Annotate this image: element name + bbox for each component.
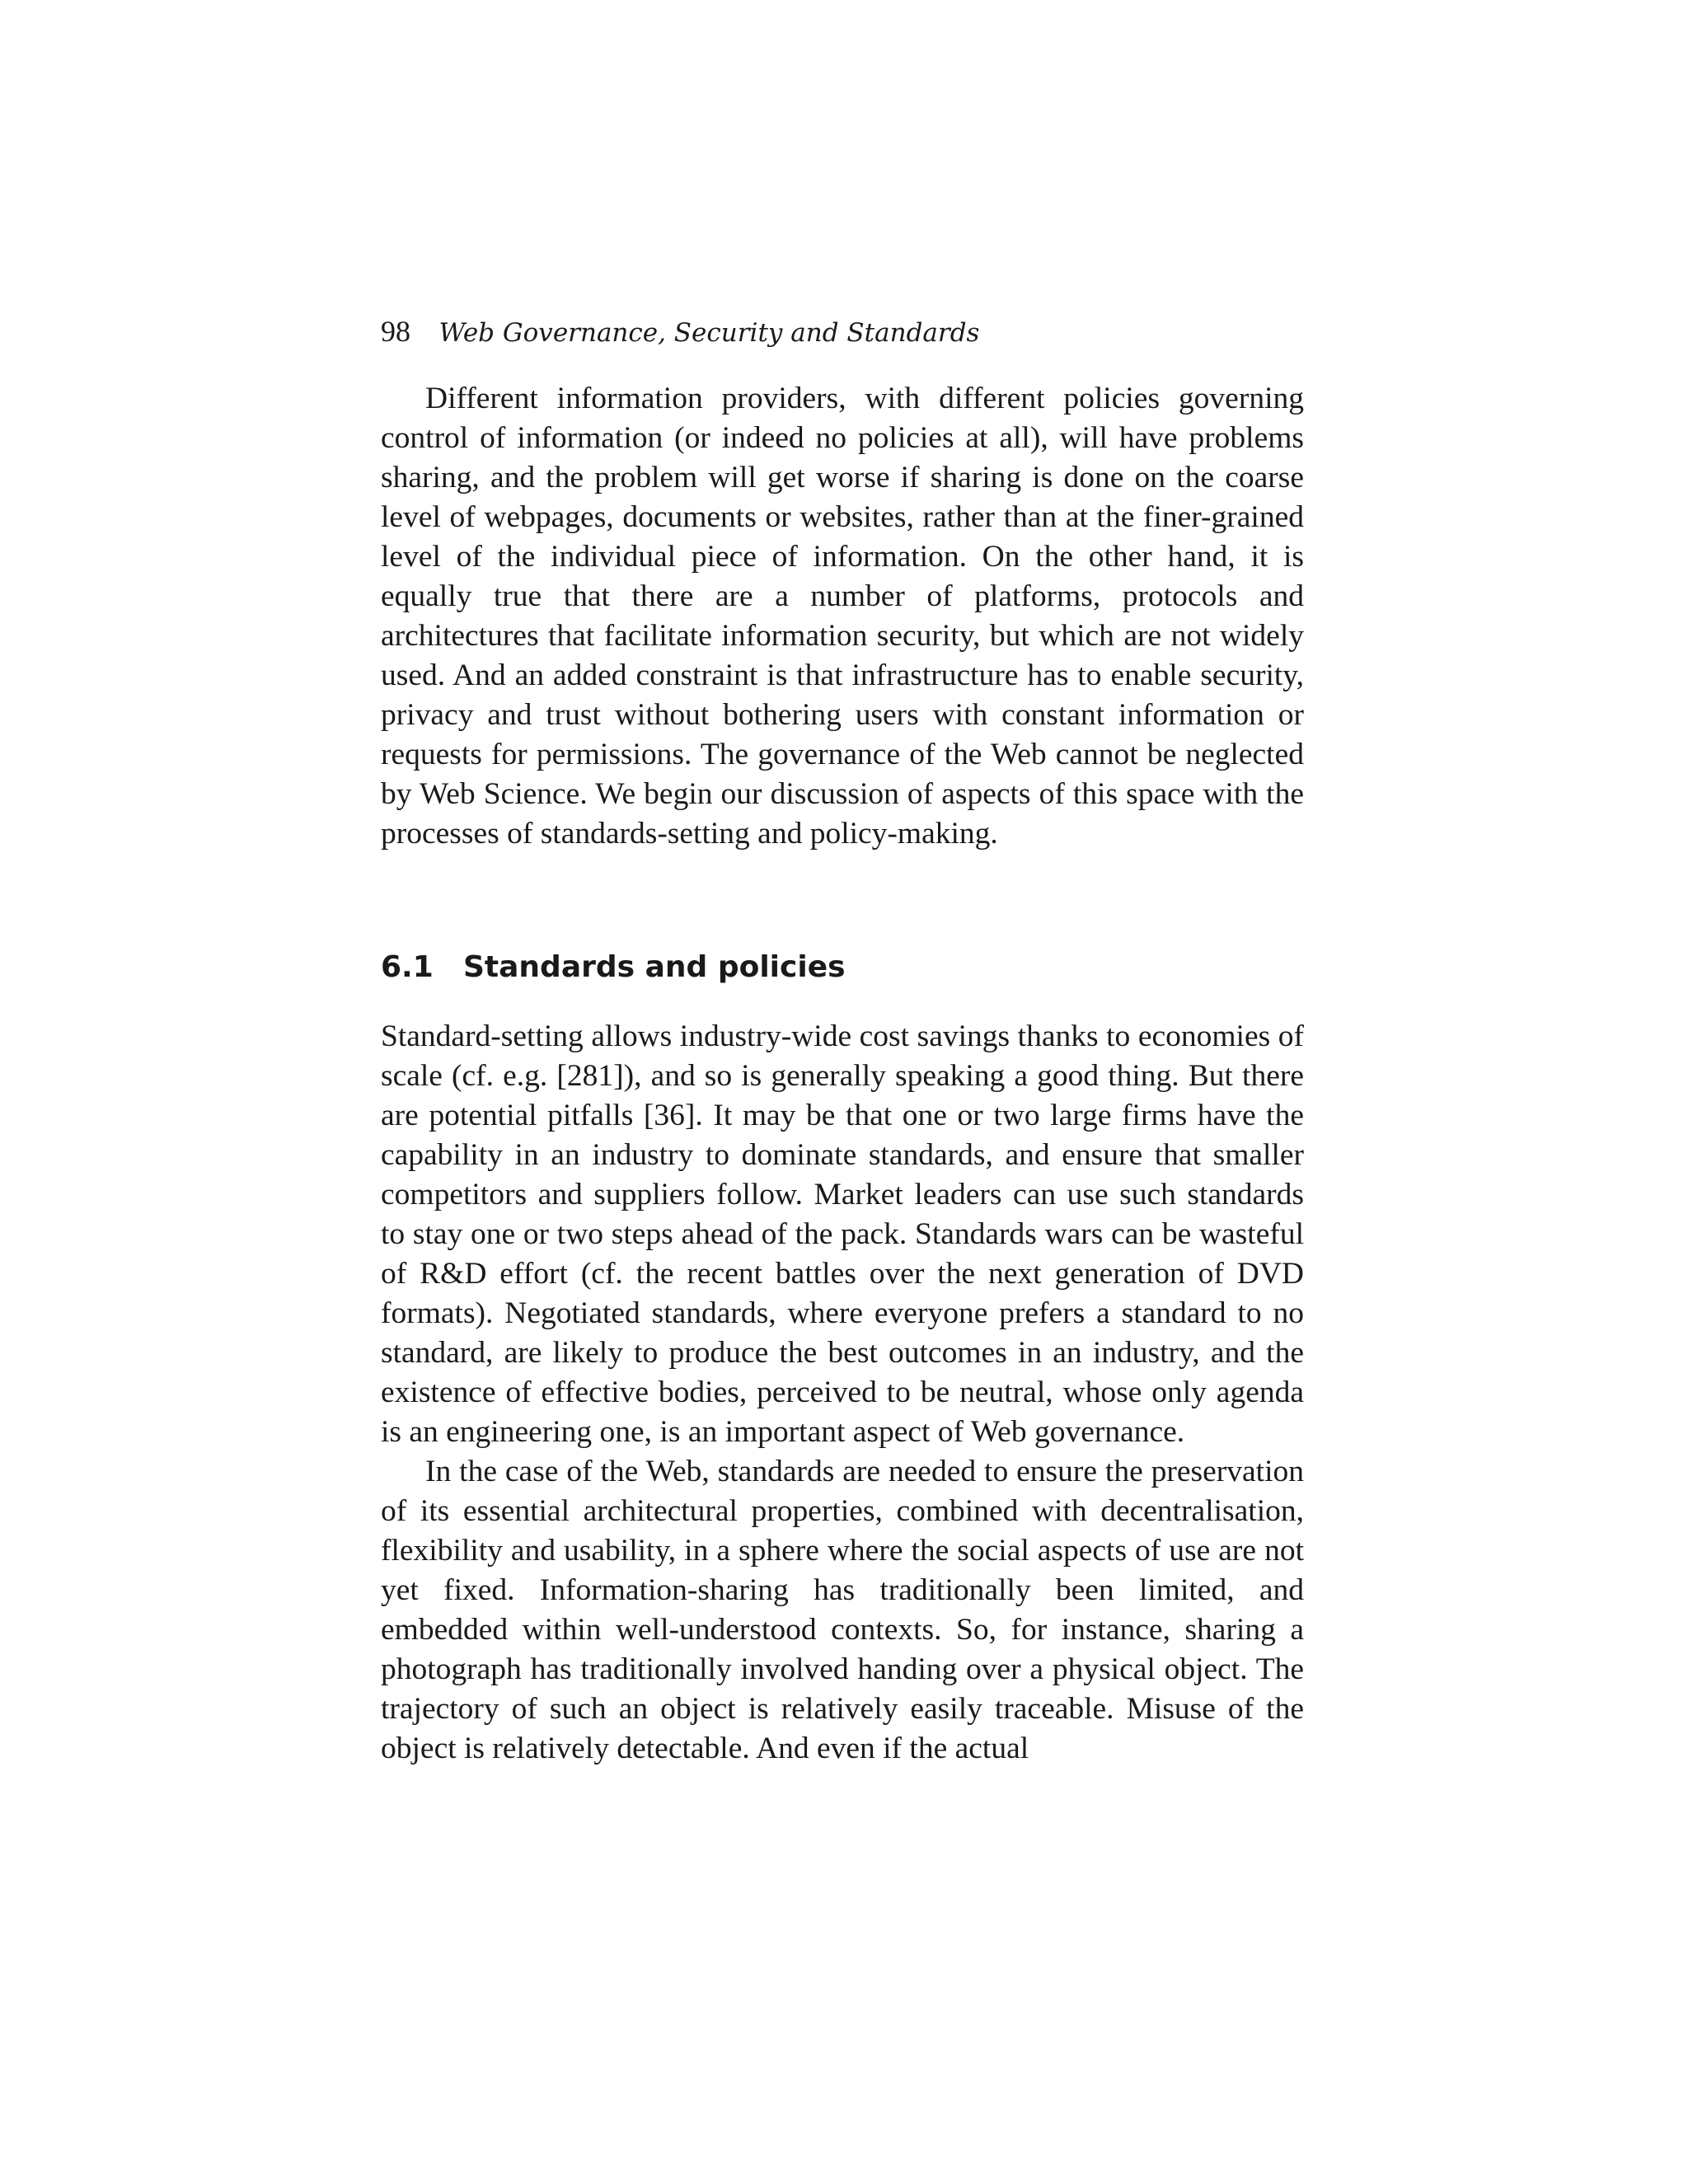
page-number: 98 xyxy=(381,315,410,348)
section-number: 6.1 xyxy=(381,950,434,984)
running-title: Web Governance, Security and Standards xyxy=(438,318,980,348)
body-paragraph: In the case of the Web, standards are needed to ensure the preservation of its essential architectural properties, combined with decentralisation, flexibility and usability, in a sphere where the social aspects of use are not yet fixed. Information-sharing has traditionally been limited, and embedded within well-understood contexts. So, for instance, sharing a photograph has traditionally involved handing over a physical object. The trajectory of such an object is relatively easily traceable. Misuse of the object is relatively detectable. And even if the actual xyxy=(381,1455,1304,1765)
intro-paragraph: Different information providers, with different policies governing control of information (or indeed no policies at all), will have problems sharing, and the problem will get worse if sharing is done on the coarse level of webpages, documents or websites, rather than at the finer-grained level of the individual piece of information. On the other hand, it is equally true that there are a number of platforms, protocols and architectures that facilitate information security, but which are not widely used. And an added constraint is that infrastructure has to enable security, privacy and trust without bothering users with constant information or requests for permissions. The governance of the Web cannot be neglected by Web Science. We begin our discussion of aspects of this space with the processes of standards-setting and policy-making. xyxy=(381,382,1304,851)
body-paragraph: Standard-setting allows industry-wide cost savings thanks to economies of scale (cf. e.g. [281]), and so is generally speaking a good thing. But there are potential pitfalls [36]. It may be that one or two large firms have the capability in an industry to dominate standards, and ensure that smaller competitors and suppliers follow. Market leaders can use such standards to stay one or two steps ahead of the pack. Standards wars can be wasteful of R&D effort (cf. the recent battles over the next generation of DVD formats). Negotiated standards, where everyone prefers a standard to no standard, are likely to produce the best outcomes in an industry, and the existence of effective bodies, perceived to be neutral, whose only agenda is an engineering one, is an important aspect of Web governance. xyxy=(381,1019,1304,1449)
intro-text xyxy=(381,379,1304,854)
section-heading xyxy=(381,948,1304,987)
section-body xyxy=(381,1017,1304,1769)
section-title: Standards and policies xyxy=(463,950,846,984)
running-head xyxy=(381,315,1304,349)
